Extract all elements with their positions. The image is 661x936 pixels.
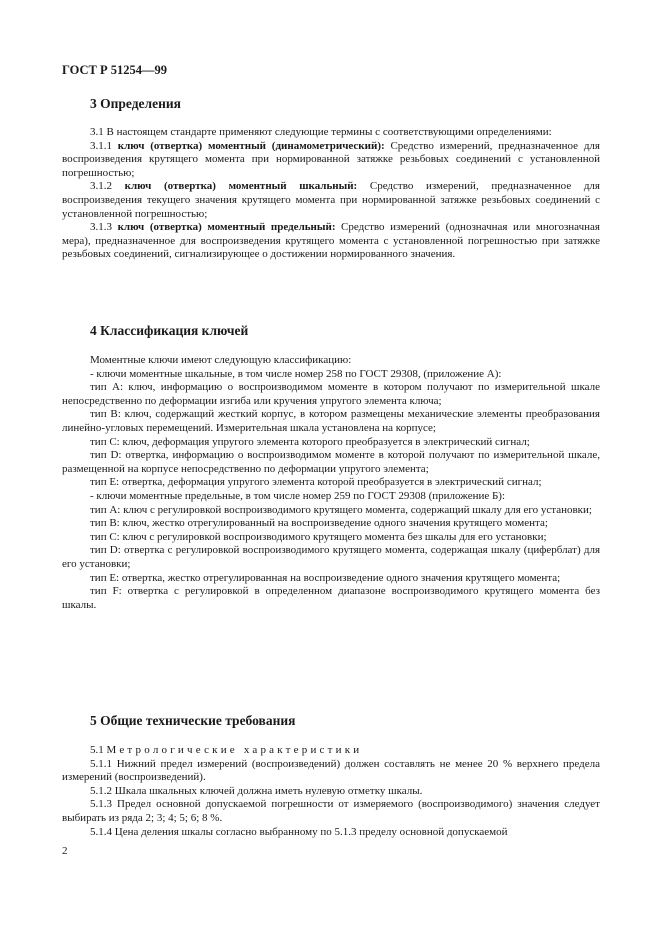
scale-type-a: тип А: ключ, информацию о воспроизводимом моменте в котором получают по измерительной шкале непосредственно по деформации изгиба или кручения упругого элемента ключа; bbox=[62, 381, 600, 407]
limit-type-f: тип F: отвертка с регулировкой в определенном диапазоне воспроизводимого крутящего момента без шкалы. bbox=[62, 585, 600, 611]
document-header: ГОСТ Р 51254—99 bbox=[62, 63, 168, 77]
limit-keys-intro: - ключи моментные предельные, в том числе номер 259 по ГОСТ 29308 (приложение Б): bbox=[90, 489, 506, 502]
clause-number: 3.1.3 bbox=[90, 221, 112, 234]
limit-type-b: тип В: ключ, жестко отрегулированный на воспроизведение одного значения крутящего момента; bbox=[90, 517, 548, 530]
spaced-title: Метрологические характеристики bbox=[106, 744, 363, 756]
paragraph-3-1-2 bbox=[62, 180, 600, 221]
paragraph-3-1: 3.1 В настоящем стандарте применяют следующие термины с соответствующими определениями: bbox=[90, 126, 552, 138]
limit-type-a: тип А: ключ с регулировкой воспроизводимого крутящего момента, содержащий шкалу для его установки; bbox=[90, 503, 592, 516]
limit-type-e: тип Е: отвертка, жестко отрегулированная на воспроизведение одного значения крутящего момента; bbox=[90, 571, 561, 584]
scale-type-d: тип D: отвертка, информацию о воспроизводимом моменте в которой получают по измерительной шкале, размещенной на корпусе непосредственно по деформации упругого элемента; bbox=[62, 449, 600, 475]
paragraph-5-1-1: 5.1.1 Нижний предел измерений (воспроизведений) должен составлять не менее 20 % верхнего предела измерений (воспроизведений). bbox=[62, 757, 600, 784]
limit-type-d: тип D: отвертка с регулировкой воспроизводимого крутящего момента, содержащая шкалу (циферблат) для его установки; bbox=[62, 544, 600, 570]
page-number: 2 bbox=[62, 845, 68, 857]
section-3-heading: 3 Определения bbox=[90, 96, 181, 111]
clause-number: 3.1.1 bbox=[90, 139, 112, 152]
definition: Средство измерений, предназначенное для воспроизведения крутящего момента при нормированной затяжке резьбовых соединений с установленной погрешностью; bbox=[62, 139, 600, 179]
scale-type-c: тип С: ключ, деформация упругого элемента которого преобразуется в электрический сигнал; bbox=[90, 435, 530, 448]
scale-keys-intro: - ключи моментные шкальные, в том числе номер 258 по ГОСТ 29308, (приложение А): bbox=[90, 367, 502, 380]
classification-intro: Моментные ключи имеют следующую классификацию: bbox=[90, 354, 352, 366]
paragraph-5-1-4: 5.1.4 Цена деления шкалы согласно выбранному по 5.1.3 пределу основной допускаемой bbox=[90, 825, 508, 838]
paragraph-5-1-2: 5.1.2 Шкала шкальных ключей должна иметь нулевую отметку шкалы. bbox=[90, 784, 423, 797]
paragraph-5-1-3: 5.1.3 Предел основной допускаемой погрешности от измеряемого (воспроизводимого) значения следует выбирать из ряда 2; 3; 4; 5; 6; 8 %. bbox=[62, 798, 600, 824]
term: ключ (отвертка) моментный предельный: bbox=[117, 221, 336, 234]
section-4-heading: 4 Классификация ключей bbox=[90, 323, 249, 338]
paragraph-3-1-1 bbox=[62, 140, 600, 181]
paragraph-3-1-3 bbox=[62, 221, 600, 262]
term: ключ (отвертка) моментный шкальный: bbox=[124, 180, 358, 193]
section-4-body bbox=[62, 354, 600, 612]
limit-type-c: тип С: ключ с регулировкой воспроизводимого крутящего момента без шкалы для его установки; bbox=[90, 530, 547, 543]
section-5-body bbox=[62, 744, 600, 839]
definition: Средство измерений, предназначенное для воспроизведения текущего значения крутящего момента при нормированной затяжке резьбовых соединений с установленной погрешностью; bbox=[62, 180, 600, 220]
term: ключ (отвертка) моментный (динамометрический): bbox=[117, 139, 385, 152]
paragraph-5-1 bbox=[62, 744, 600, 758]
section-3-body bbox=[62, 126, 600, 262]
clause-number: 5.1 bbox=[90, 744, 104, 756]
scale-type-e: тип Е: отвертка, деформация упругого элемента которой преобразуется в электрический сигнал; bbox=[90, 476, 542, 489]
definition: Средство измерений (однозначная или многозначная мера), предназначенное для воспроизведения крутящего момента с установленной погрешностью при затяжке резьбовых соединений, сигнализирующее о достижении нормированного значения. bbox=[62, 221, 600, 261]
scale-type-b: тип В: ключ, содержащий жесткий корпус, в котором размещены механические элементы преобразования линейно-угловых перемещений. Измерительная шкала установлена на корпусе; bbox=[62, 408, 600, 434]
section-5-heading: 5 Общие технические требования bbox=[90, 713, 296, 728]
clause-number: 3.1.2 bbox=[90, 180, 112, 193]
